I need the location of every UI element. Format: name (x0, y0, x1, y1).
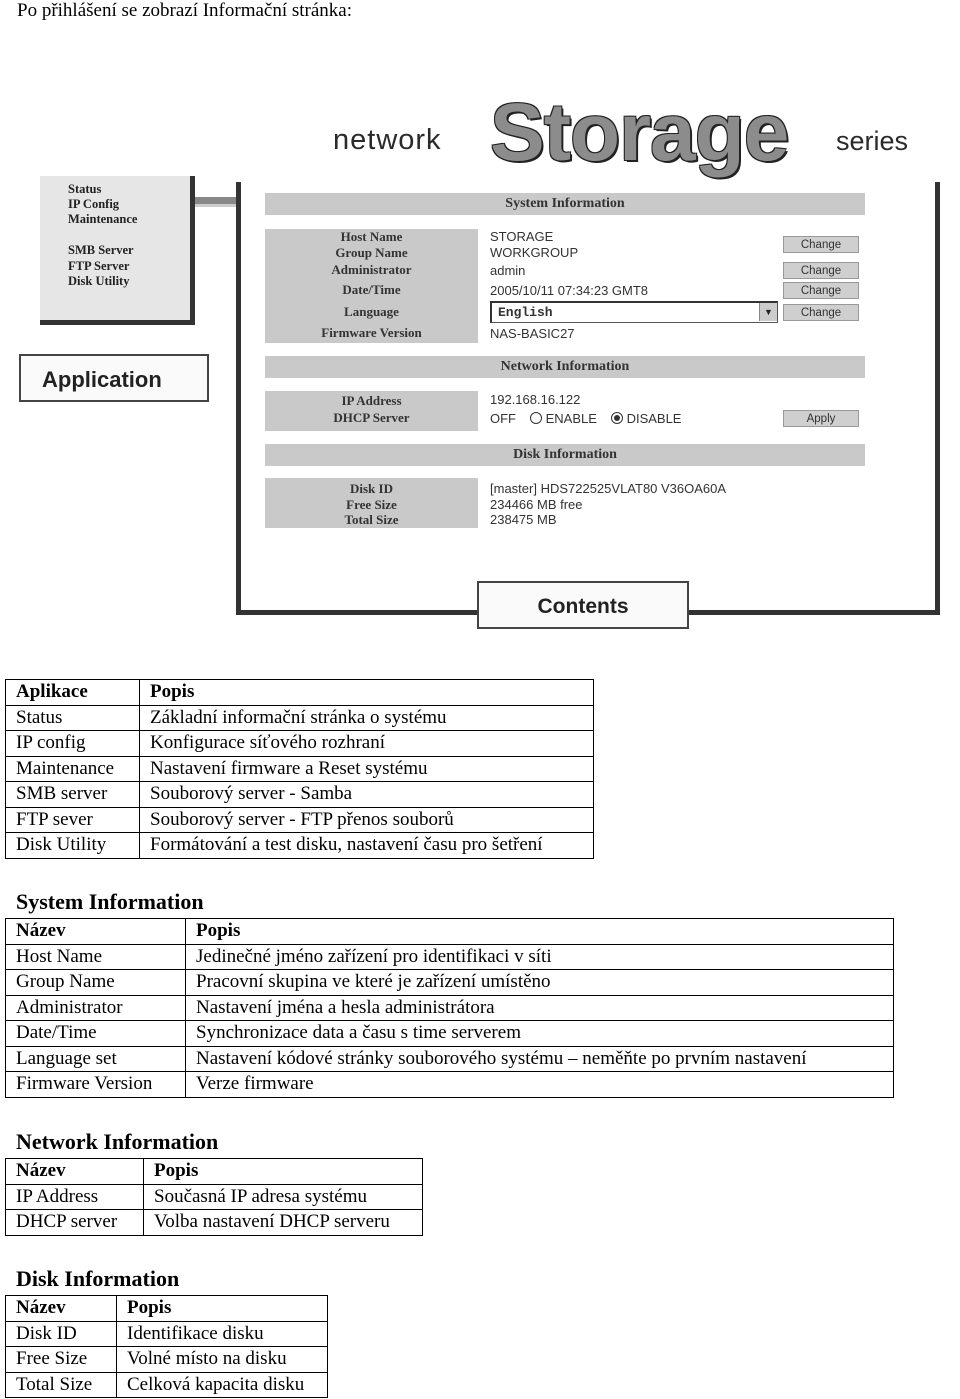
brand-series-text: series (836, 126, 909, 156)
label-group-name: Group Name (335, 245, 408, 260)
change-administrator-button[interactable]: Change (783, 282, 859, 299)
table-row (6, 807, 594, 833)
table-cell: Volné místo na disku (117, 1347, 328, 1373)
header-popis: Popis (117, 1296, 328, 1322)
value-date-time: 2005/10/11 07:34:23 GMT8 (490, 283, 649, 298)
table-cell: IP Address (6, 1184, 144, 1210)
table-cell: Status (6, 705, 140, 731)
table-header-row (6, 1296, 328, 1322)
system-info-table (5, 918, 894, 1098)
language-select-value: English (498, 305, 553, 320)
disk-info-title: Disk Information (16, 1266, 180, 1291)
table-cell: Maintenance (6, 756, 140, 782)
table-cell: DHCP server (6, 1210, 144, 1236)
system-label-column (265, 229, 478, 343)
table-cell: Současná IP adresa systému (144, 1184, 423, 1210)
table-cell: Formátování a test disku, nastavení času pro šetření (140, 833, 594, 859)
network-info-table (5, 1158, 423, 1236)
table-row (6, 1210, 423, 1236)
side-menu (40, 176, 195, 325)
table-cell: Disk Utility (6, 833, 140, 859)
dhcp-disable-radio[interactable] (611, 412, 623, 424)
table-row (6, 1046, 894, 1072)
network-label-column (265, 391, 478, 431)
table-cell: Pracovní skupina ve které je zařízení umístěno (186, 970, 894, 996)
dhcp-state: OFF (490, 411, 516, 426)
system-info-title: System Information (16, 889, 204, 914)
table-cell: Konfigurace síťového rozhraní (140, 731, 594, 757)
table-cell: Nastavení jména a hesla administrátora (186, 995, 894, 1021)
label-disk-id: Disk ID (350, 481, 393, 496)
label-total-size: Total Size (344, 512, 399, 527)
table-row (6, 705, 594, 731)
value-firmware-version: NAS-BASIC27 (490, 326, 575, 341)
disk-label-column (265, 478, 478, 528)
dhcp-enable-radio[interactable] (530, 412, 542, 424)
table-cell: Synchronizace data a času s time serverem (186, 1021, 894, 1047)
table-row (6, 1072, 894, 1098)
menu-item-smb-server[interactable]: SMB Server (68, 243, 134, 257)
table-row (6, 1347, 328, 1373)
table-row (6, 833, 594, 859)
table-row (6, 782, 594, 808)
brand-network-text: network (333, 124, 442, 156)
header-popis: Popis (140, 680, 594, 706)
label-ip-address: IP Address (341, 393, 402, 408)
network-info-header: Network Information (265, 356, 865, 378)
table-row (6, 756, 594, 782)
table-row (6, 731, 594, 757)
label-dhcp-server: DHCP Server (333, 410, 410, 425)
label-firmware-version: Firmware Version (321, 325, 422, 340)
menu-item-disk-utility[interactable]: Disk Utility (68, 274, 130, 288)
value-free-size: 234466 MB free (490, 497, 583, 512)
table-header-row (6, 919, 894, 945)
table-row (6, 1021, 894, 1047)
table-cell: Language set (6, 1046, 186, 1072)
value-total-size: 238475 MB (490, 512, 557, 527)
table-cell: Souborový server - Samba (140, 782, 594, 808)
menu-item-maintenance[interactable]: Maintenance (68, 212, 138, 226)
table-cell: Celková kapacita disku (117, 1372, 328, 1398)
table-cell: Jedinečné jméno zařízení pro identifikaci v síti (186, 944, 894, 970)
applications-table (5, 679, 594, 859)
label-host-name: Host Name (340, 229, 403, 244)
table-row (6, 970, 894, 996)
table-cell: Date/Time (6, 1021, 186, 1047)
change-host-name-button[interactable]: Change (783, 236, 859, 253)
change-date-time-button[interactable]: Change (783, 304, 859, 321)
value-administrator: admin (490, 263, 526, 278)
table-row (6, 1321, 328, 1347)
table-cell: Group Name (6, 970, 186, 996)
contents-tab[interactable]: Contents (477, 581, 689, 629)
table-cell: Disk ID (6, 1321, 117, 1347)
language-select[interactable] (490, 301, 778, 323)
table-row (6, 944, 894, 970)
table-header-row (6, 1159, 423, 1185)
menu-item-ip-config[interactable]: IP Config (68, 197, 120, 211)
menu-item-ftp-server[interactable]: FTP Server (68, 259, 130, 273)
value-host-name: STORAGE (490, 229, 554, 244)
label-date-time: Date/Time (342, 282, 401, 297)
application-tab[interactable]: Application (19, 354, 209, 402)
value-group-name: WORKGROUP (490, 245, 579, 260)
header-aplikace: Aplikace (6, 680, 140, 706)
table-row (6, 1372, 328, 1398)
storage-ui-screenshot (0, 40, 960, 640)
dhcp-options (490, 411, 681, 426)
table-cell: Souborový server - FTP přenos souborů (140, 807, 594, 833)
table-cell: Free Size (6, 1347, 117, 1373)
table-cell: Volba nastavení DHCP serveru (144, 1210, 423, 1236)
brand-storage-logo: Storage (490, 87, 789, 178)
network-info-title: Network Information (16, 1129, 219, 1154)
label-free-size: Free Size (346, 497, 397, 512)
menu-item-status[interactable]: Status (68, 182, 102, 196)
table-cell: SMB server (6, 782, 140, 808)
label-administrator: Administrator (331, 262, 412, 277)
intro-text: Po přihlášení se zobrazí Informační stránka: (17, 0, 353, 21)
table-cell: Administrator (6, 995, 186, 1021)
table-cell: Základní informační stránka o systému (140, 705, 594, 731)
header-nazev: Název (6, 919, 186, 945)
chevron-down-icon[interactable]: ▼ (759, 303, 777, 321)
table-cell: FTP sever (6, 807, 140, 833)
table-row (6, 995, 894, 1021)
header-popis: Popis (144, 1159, 423, 1185)
table-cell: Identifikace disku (117, 1321, 328, 1347)
change-group-name-button[interactable]: Change (783, 262, 859, 279)
table-cell: Firmware Version (6, 1072, 186, 1098)
table-cell: Verze firmware (186, 1072, 894, 1098)
dhcp-disable-label: DISABLE (626, 411, 682, 426)
table-cell: Nastavení kódové stránky souborového systému – neměňte po prvním nastavení (186, 1046, 894, 1072)
table-header-row (6, 680, 594, 706)
table-cell: Nastavení firmware a Reset systému (140, 756, 594, 782)
dhcp-enable-label: ENABLE (545, 411, 597, 426)
table-cell: Total Size (6, 1372, 117, 1398)
header-nazev: Název (6, 1296, 117, 1322)
table-row (6, 1184, 423, 1210)
label-language: Language (344, 304, 399, 319)
header-nazev: Název (6, 1159, 144, 1185)
apply-button[interactable]: Apply (783, 410, 859, 427)
disk-info-table (5, 1295, 328, 1398)
header-popis: Popis (186, 919, 894, 945)
table-cell: IP config (6, 731, 140, 757)
disk-info-header: Disk Information (265, 444, 865, 466)
system-info-header: System Information (265, 193, 865, 215)
value-ip-address: 192.168.16.122 (490, 392, 581, 407)
value-disk-id: [master] HDS722525VLAT80 V36OA60A (490, 481, 727, 496)
table-cell: Host Name (6, 944, 186, 970)
